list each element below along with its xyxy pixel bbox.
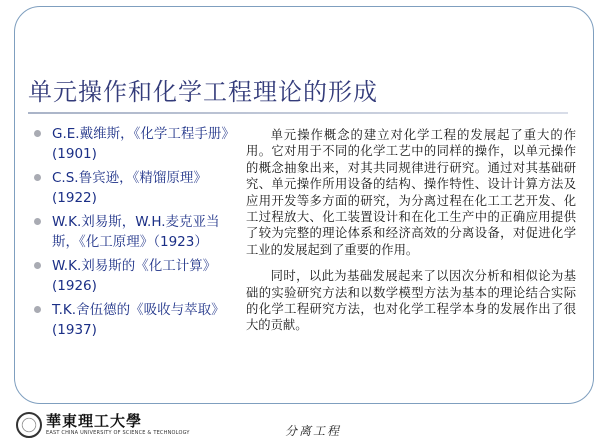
reference-list — [52, 124, 238, 344]
list-item: W.K.刘易斯的《化工计算》(1926) — [52, 256, 238, 296]
bullet-icon — [34, 262, 41, 269]
logo-english-name: EAST CHINA UNIVERSITY OF SCIENCE & TECHNOLOGY — [46, 430, 190, 436]
bullet-icon — [34, 218, 41, 225]
university-seal-icon — [16, 412, 42, 438]
logo-chinese-name: 華東理工大學 — [46, 412, 143, 430]
list-item: G.E.戴维斯，《化学工程手册》(1901) — [52, 124, 238, 164]
list-item: C.S.鲁宾逊，《精馏原理》(1922) — [52, 168, 238, 208]
footer-course-title: 分离工程 — [285, 424, 342, 438]
list-item: W.K.刘易斯，W.H.麦克亚当斯，《化工原理》（1923） — [52, 212, 238, 252]
bullet-icon — [34, 306, 41, 313]
body-text — [246, 127, 576, 344]
paragraph: 单元操作概念的建立对化学工程的发展起了重大的作用。它对用于不同的化学工艺中的同样的操作，以单元操作的概念抽象出来，对其共同规律进行研究。通过对其基础研究、单元操作所用设备的结构、操作特性、设计计算方法及应用开发等多方面的研究，为分离过程在化工工艺开发、化工过程放大、化工装置设计和在化工生产中的正确应用提供了较为完整的理论体系和经济高效的分离设备，对促进化学工业的发展起到了重要的作用。 — [246, 128, 576, 257]
bullet-icon — [34, 130, 41, 137]
slide-title: 单元操作和化学工程理论的形成 — [28, 78, 378, 106]
bullet-icon — [34, 174, 41, 181]
list-item: T.K.舍伍德的《吸收与萃取》(1937) — [52, 300, 238, 340]
paragraph: 同时，以此为基础发展起来了以因次分析和相似论为基础的实验研究方法和以数学模型方法为基本的理论结合实际的化学工程研究方法，也对化学工程学本身的发展作出了很大的贡献。 — [246, 269, 576, 333]
title-underline — [28, 112, 568, 114]
university-logo — [16, 412, 190, 438]
